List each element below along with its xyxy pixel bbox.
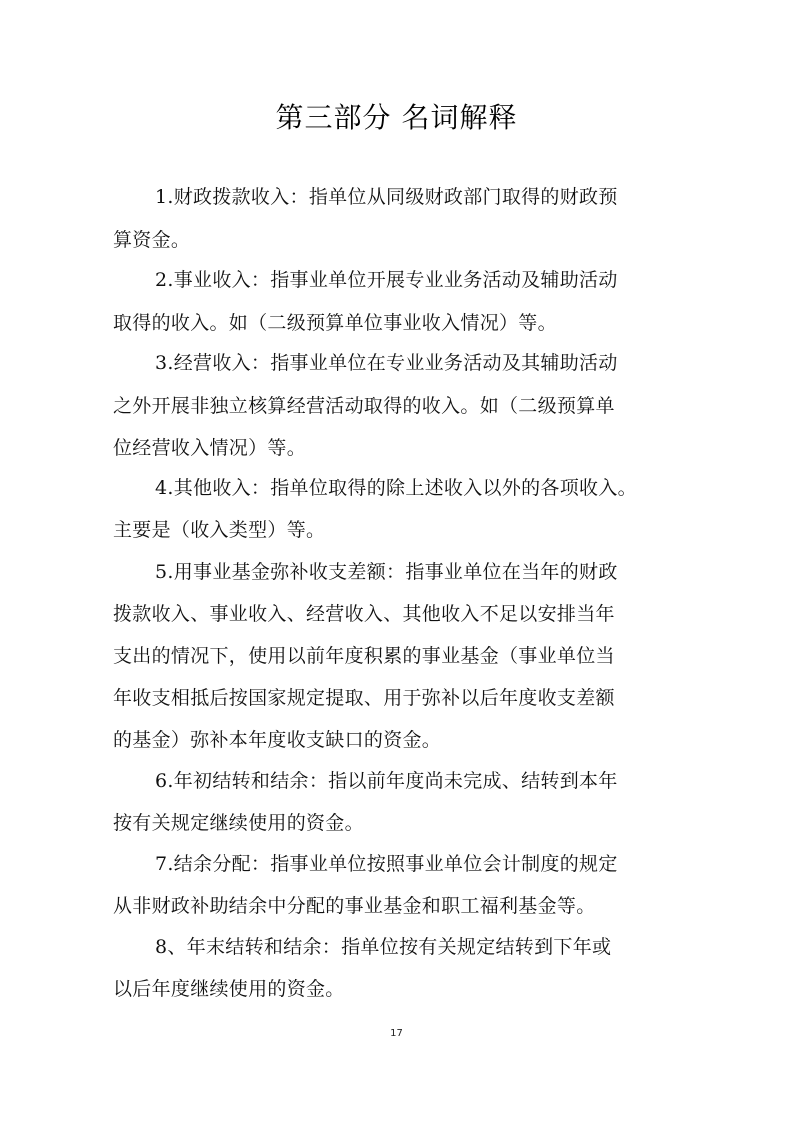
definition-line: 之外开展非独立核算经营活动取得的收入。如（二级预算单 xyxy=(113,395,615,417)
definition-line: 按有关规定继续使用的资金。 xyxy=(113,812,364,834)
definition-line: 支出的情况下，使用以前年度积累的事业基金（事业单位当 xyxy=(113,645,615,667)
definition-line: 3.经营收入：指事业单位在专业业务活动及其辅助活动 xyxy=(155,352,618,374)
page-number: 17 xyxy=(390,1028,403,1039)
page-title: 第三部分 名词解释 xyxy=(275,101,518,134)
definition-line: 7.结余分配：指事业单位按照事业单位会计制度的规定 xyxy=(155,853,618,875)
definition-line: 从非财政补助结余中分配的事业基金和职工福利基金等。 xyxy=(113,895,596,917)
definition-line: 位经营收入情况）等。 xyxy=(113,437,307,459)
definition-line: 年收支相抵后按国家规定提取、用于弥补以后年度收支差额 xyxy=(113,687,615,709)
definition-line: 取得的收入。如（二级预算单位事业收入情况）等。 xyxy=(113,312,557,334)
definition-line: 的基金）弥补本年度收支缺口的资金。 xyxy=(113,729,442,751)
definition-line: 4.其他收入：指单位取得的除上述收入以外的各项收入。 xyxy=(155,477,637,499)
definition-line: 5.用事业基金弥补收支差额：指事业单位在当年的财政 xyxy=(155,561,618,583)
definition-line: 2.事业收入：指事业单位开展专业业务活动及辅助活动 xyxy=(155,269,618,291)
definition-line: 主要是（收入类型）等。 xyxy=(113,519,326,541)
definition-line: 算资金。 xyxy=(113,229,191,251)
definition-line: 8、年末结转和结余：指单位按有关规定结转到下年或 xyxy=(155,936,612,958)
definition-line: 以后年度继续使用的资金。 xyxy=(113,978,345,1000)
definition-line: 拨款收入、事业收入、经营收入、其他收入不足以安排当年 xyxy=(113,603,615,625)
definition-line: 6.年初结转和结余：指以前年度尚未完成、结转到本年 xyxy=(155,770,618,792)
definition-line: 1.财政拨款收入：指单位从同级财政部门取得的财政预 xyxy=(155,186,618,208)
